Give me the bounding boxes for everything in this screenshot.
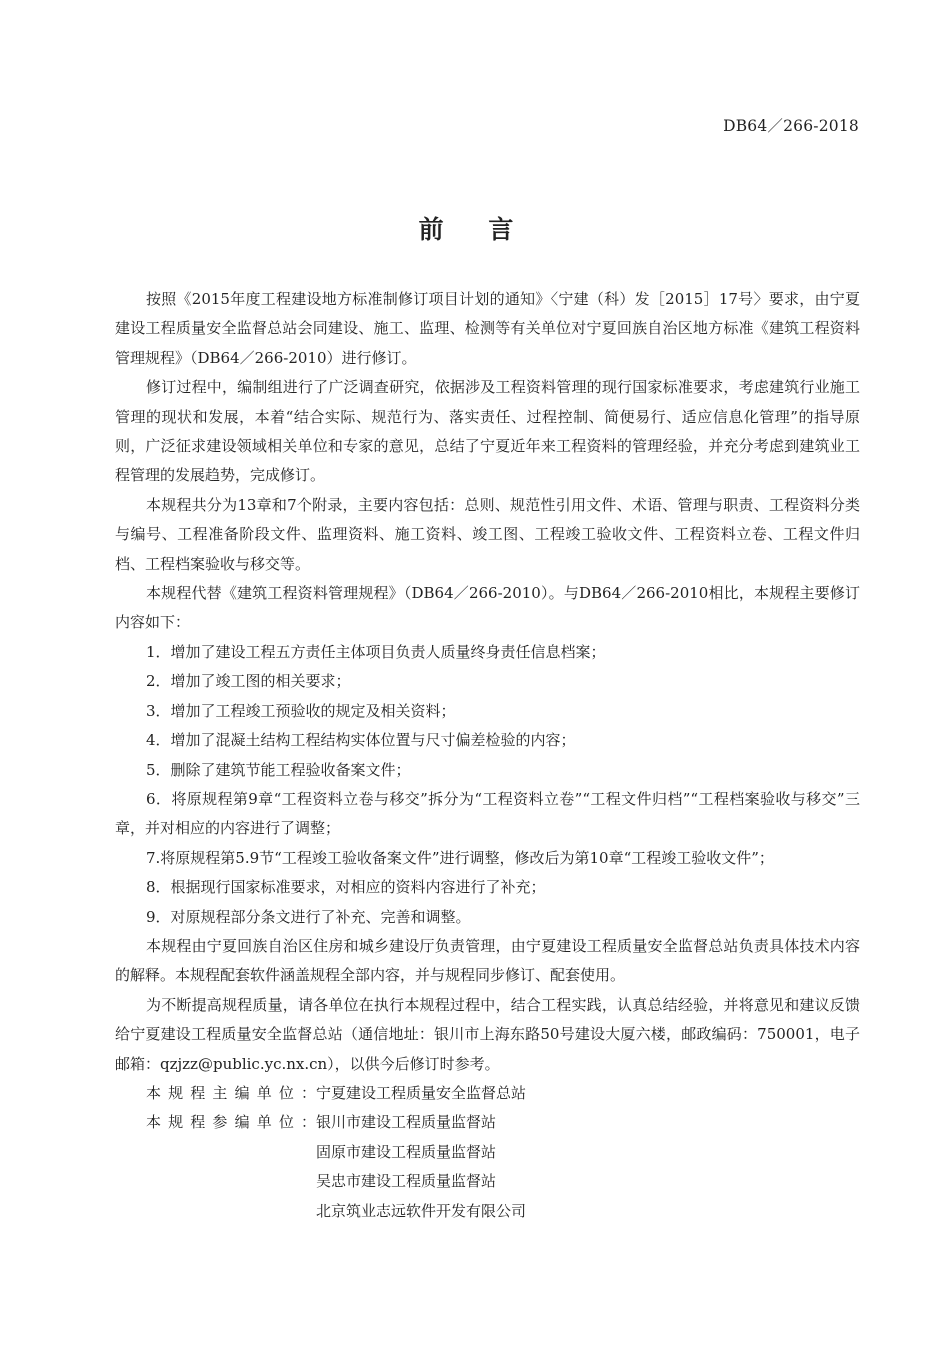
participating-editor-row: [115, 1108, 860, 1137]
participating-editor-row: [115, 1167, 860, 1196]
revision-item-7: 7.将原规程第5.9节“工程竣工验收备案文件”进行调整，修改后为第10章“工程竣工验收文件”；: [146, 848, 774, 867]
participating-unit: 固原市建设工程质量监督站: [316, 1142, 497, 1161]
participating-editor-row: [115, 1197, 860, 1226]
document-code: DB64／266-2018: [723, 117, 859, 135]
paragraph-management: 本规程由宁夏回族自治区住房和城乡建设厅负责管理，由宁夏建设工程质量安全监督总站负责具体技术内容的解释。本规程配套软件涵盖规程全部内容，并与规程同步修订、配套使用。: [115, 936, 860, 985]
paragraph-replaces: 本规程代替《建筑工程资料管理规程》（DB64／266-2010）。与DB64／266-2010相比，本规程主要修订内容如下：: [115, 584, 860, 632]
revision-item-6: 6．将原规程第9章“工程资料立卷与移交”拆分为“工程资料立卷”“工程文件归档”“工程档案验收与移交”三章，并对相应的内容进行了调整；: [115, 789, 860, 838]
chief-editor-row: [115, 1079, 860, 1108]
chief-editor-unit: 宁夏建设工程质量安全监督总站: [316, 1083, 527, 1102]
page-title: 前 言: [418, 215, 532, 244]
revision-item-4: 4．增加了混凝土结构工程结构实体位置与尺寸偏差检验的内容；: [146, 731, 576, 750]
preface-body: [115, 285, 860, 1226]
revision-item-8: 8．根据现行国家标准要求，对相应的资料内容进行了补充；: [146, 878, 546, 897]
participating-editor-label: 本 规 程 参 编 单 位 ：: [146, 1113, 316, 1132]
participating-unit: 北京筑业志远软件开发有限公司: [316, 1201, 527, 1220]
paragraph-process: 修订过程中，编制组进行了广泛调查研究，依据涉及工程资料管理的现行国家标准要求，考虑建筑行业施工管理的现状和发展，本着“结合实际、规范行为、落实责任、过程控制、简便易行、适应信息化管理”的指导原则，广泛征求建设领域相关单位和专家的意见，总结了宁夏近年来工程资料的管理经验，并充分考虑到建筑业工程管理的发展趋势，完成修订。: [115, 378, 860, 485]
revision-item-2: 2．增加了竣工图的相关要求；: [146, 672, 351, 691]
chief-editor-label: 本 规 程 主 编 单 位 ：: [146, 1083, 316, 1102]
revision-item-9: 9．对原规程部分条文进行了补充、完善和调整。: [146, 907, 471, 926]
revision-item-1: 1．增加了建设工程五方责任主体项目负责人质量终身责任信息档案；: [146, 642, 606, 661]
participating-unit: 吴忠市建设工程质量监督站: [316, 1172, 497, 1191]
paragraph-feedback: 为不断提高规程质量，请各单位在执行本规程过程中，结合工程实践，认真总结经验，并将意见和建议反馈给宁夏建设工程质量安全监督总站（通信地址：银川市上海东路50号建设大厦六楼，邮政编码：750001，电子邮箱：qzjzz@public.yc.nx.cn），以供今后修订时参考。: [115, 995, 860, 1073]
revision-item-3: 3．增加了工程竣工预验收的规定及相关资料；: [146, 701, 456, 720]
participating-unit: 银川市建设工程质量监督站: [316, 1113, 497, 1132]
paragraph-contents: 本规程共分为13章和7个附录，主要内容包括：总则、规范性引用文件、术语、管理与职责、工程资料分类与编号、工程准备阶段文件、监理资料、施工资料、竣工图、工程竣工验收文件、工程资料立卷、工程文件归档、工程档案验收与移交等。: [115, 495, 860, 573]
participating-editor-row: [115, 1138, 860, 1167]
revision-item-5: 5．删除了建筑节能工程验收备案文件；: [146, 760, 411, 779]
paragraph-basis: 按照《2015年度工程建设地方标准制修订项目计划的通知》〈宁建（科）发［2015］17号〉要求，由宁夏建设工程质量安全监督总站会同建设、施工、监理、检测等有关单位对宁夏回族自治区地方标准《建筑工程资料管理规程》（DB64／266-2010）进行修订。: [115, 290, 860, 367]
